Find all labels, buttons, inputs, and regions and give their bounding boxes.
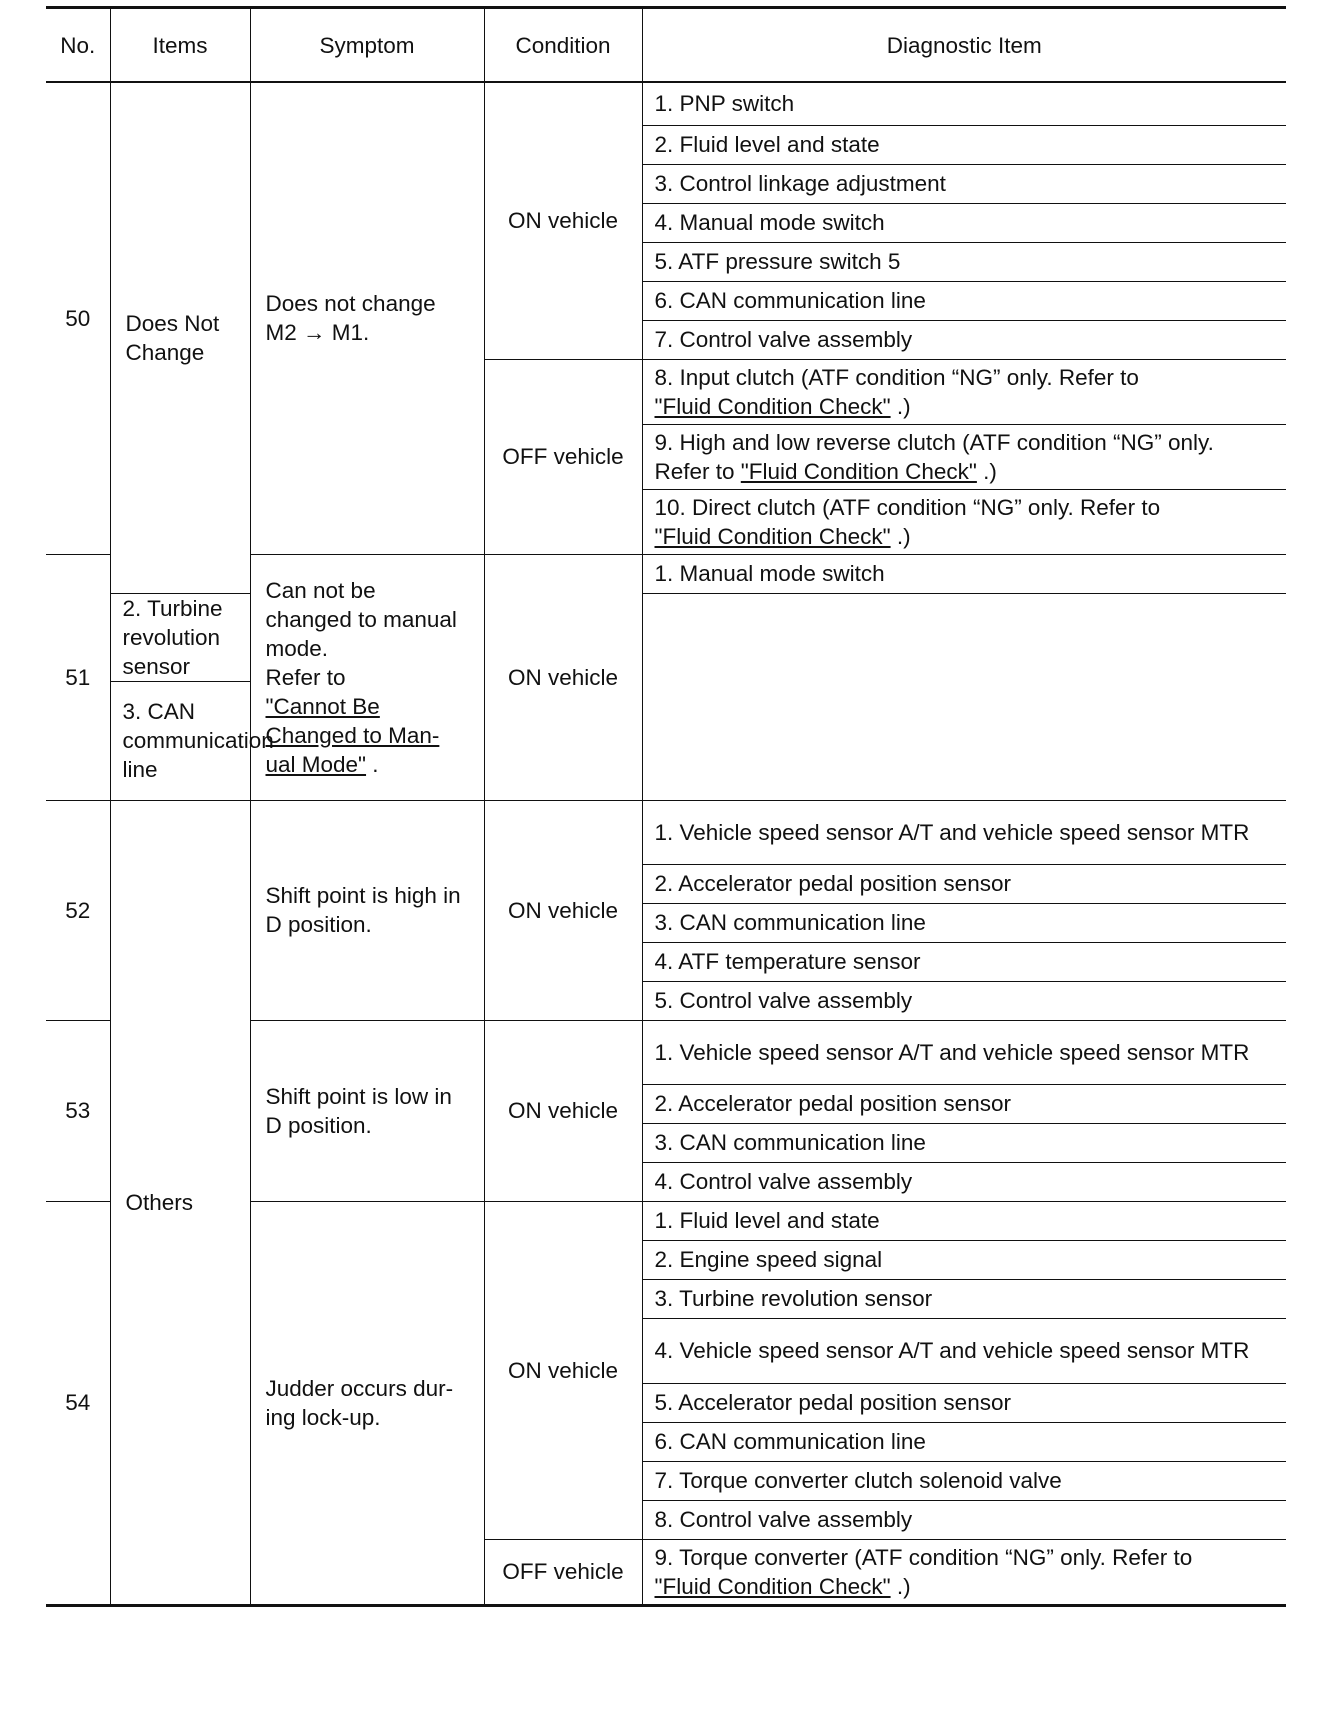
diagnostic-text: .): [890, 523, 911, 549]
condition-52-on: ON vehicle: [484, 800, 642, 1020]
row-number-50: 50: [46, 82, 110, 554]
diagnostic-item: 1. PNP switch: [642, 82, 1286, 125]
fluid-condition-check-link[interactable]: "Fluid Condition Check": [740, 458, 977, 484]
diagnostic-item: 4. Vehicle speed sensor A/T and vehicle speed sensor MTR: [642, 1318, 1286, 1383]
diagnostic-text: 10. Direct clutch (ATF condition “NG” only. Refer to: [654, 494, 1161, 520]
condition-50-on: ON vehicle: [484, 82, 642, 359]
symptom-54: [250, 1201, 484, 1605]
condition-50-off: OFF vehicle: [484, 359, 642, 554]
symptom-line: Can not be: [265, 577, 376, 603]
diagnostic-item: 4. Control valve assembly: [642, 1162, 1286, 1201]
diagnostic-item: 1. Fluid level and state: [642, 1201, 1286, 1240]
symptom-line: M2 → M1.: [265, 320, 370, 346]
table-row: [46, 681, 1286, 800]
diagnostic-item: [642, 424, 1286, 489]
diagnostic-item: 3. Turbine revolution sensor: [642, 1279, 1286, 1318]
symptom-line: Judder occurs dur-: [265, 1375, 454, 1401]
diagnostic-item: 8. Control valve assembly: [642, 1500, 1286, 1539]
diagnostic-item: 4. Manual mode switch: [642, 203, 1286, 242]
diagnostic-item: 5. ATF pressure switch 5: [642, 242, 1286, 281]
diagnostic-item: 5. Accelerator pedal position sensor: [642, 1383, 1286, 1422]
link-line: Changed to Man-: [265, 722, 440, 748]
symptom-50: [250, 82, 484, 554]
symptom-51: [250, 554, 484, 800]
diagnostic-item: [642, 489, 1286, 554]
fluid-condition-check-link[interactable]: "Fluid Condition Check": [654, 393, 891, 419]
row-number-53: 53: [46, 1020, 110, 1201]
header-symptom: Symptom: [250, 8, 484, 83]
diagnostic-item: [642, 359, 1286, 424]
diagnostic-item: 1. Manual mode switch: [642, 554, 1286, 593]
table-row: [46, 593, 1286, 681]
symptom-line: D position.: [265, 1112, 372, 1138]
diagnostic-item: 5. Control valve assembly: [642, 981, 1286, 1020]
diagnostic-item: 2. Fluid level and state: [642, 125, 1286, 164]
symptom-line: Does not change: [265, 291, 436, 317]
diagnostic-item: 6. CAN communication line: [642, 1422, 1286, 1461]
symptom-line: changed to manual: [265, 606, 457, 632]
link-line: ual Mode": [265, 751, 367, 777]
diagnostic-item: 3. CAN communication line: [642, 903, 1286, 942]
fluid-condition-check-link[interactable]: "Fluid Condition Check": [654, 523, 891, 549]
diagnostic-item: 3. CAN communication line: [110, 681, 250, 800]
symptom-line: Shift point is high in: [265, 883, 461, 908]
condition-54-off: OFF vehicle: [484, 1539, 642, 1605]
items-does-not-change: [110, 82, 250, 593]
diagnostic-item: 4. ATF temperature sensor: [642, 942, 1286, 981]
condition-54-on: ON vehicle: [484, 1201, 642, 1539]
symptom-52: [250, 800, 484, 1020]
condition-51-on: ON vehicle: [484, 554, 642, 800]
diagnostic-text: Refer to: [654, 458, 741, 484]
symptom-line: D position.: [265, 912, 372, 937]
diagnostic-item: 7. Control valve assembly: [642, 320, 1286, 359]
diagnostic-item: 2. Accelerator pedal position sensor: [642, 864, 1286, 903]
cannot-be-changed-link[interactable]: [266, 692, 484, 779]
symptom-line: .: [366, 751, 379, 777]
items-label: Others: [125, 1189, 194, 1215]
diagnostic-item: 2. Engine speed signal: [642, 1240, 1286, 1279]
items-others: [110, 800, 250, 1605]
symptom-line: mode.: [265, 635, 329, 661]
diagnostic-item: 1. Vehicle speed sensor A/T and vehicle speed sensor MTR: [642, 1020, 1286, 1084]
fluid-condition-check-link[interactable]: "Fluid Condition Check": [654, 1573, 891, 1599]
diagnostic-text: 9. High and low reverse clutch (ATF condition “NG” only.: [654, 429, 1214, 455]
diagnostic-item: 7. Torque converter clutch solenoid valve: [642, 1461, 1286, 1500]
row-number-54: 54: [46, 1201, 110, 1605]
diagnostic-item: 2. Turbine revolution sensor: [110, 593, 250, 681]
diagnostic-text: 9. Torque converter (ATF condition “NG” only. Refer to: [654, 1544, 1193, 1570]
table-row: [46, 800, 1286, 864]
link-line: "Cannot Be: [265, 693, 380, 719]
header-condition: Condition: [484, 8, 642, 83]
symptom-53: [250, 1020, 484, 1201]
header-no: No.: [46, 8, 110, 83]
header-items: Items: [110, 8, 250, 83]
diagnostic-item: [642, 1539, 1286, 1605]
table-row: [46, 82, 1286, 125]
diagnostic-item: 6. CAN communication line: [642, 281, 1286, 320]
symptom-line: Refer to: [265, 664, 346, 690]
diagnostic-item: 3. Control linkage adjustment: [642, 164, 1286, 203]
diagnostic-text: 8. Input clutch (ATF condition “NG” only. Refer to: [654, 364, 1139, 390]
items-label: Does Not Change: [125, 310, 220, 365]
diagnostic-item: 2. Accelerator pedal position sensor: [642, 1084, 1286, 1123]
symptom-line: ing lock-up.: [265, 1404, 381, 1430]
diagnostic-item: 3. CAN communication line: [642, 1123, 1286, 1162]
diagnostic-text: .): [976, 458, 997, 484]
condition-53-on: ON vehicle: [484, 1020, 642, 1201]
row-number-52: 52: [46, 800, 110, 1020]
diagnostic-item: 1. Vehicle speed sensor A/T and vehicle speed sensor MTR: [642, 800, 1286, 864]
diagnostic-table: [46, 6, 1286, 1607]
diagnostic-text: .): [890, 393, 911, 419]
header-diagnostic-item: Diagnostic Item: [642, 8, 1286, 83]
symptom-line: Shift point is low in: [265, 1083, 452, 1109]
diagnostic-text: .): [890, 1573, 911, 1599]
row-number-51: 51: [46, 554, 110, 800]
header-row: [46, 8, 1286, 83]
